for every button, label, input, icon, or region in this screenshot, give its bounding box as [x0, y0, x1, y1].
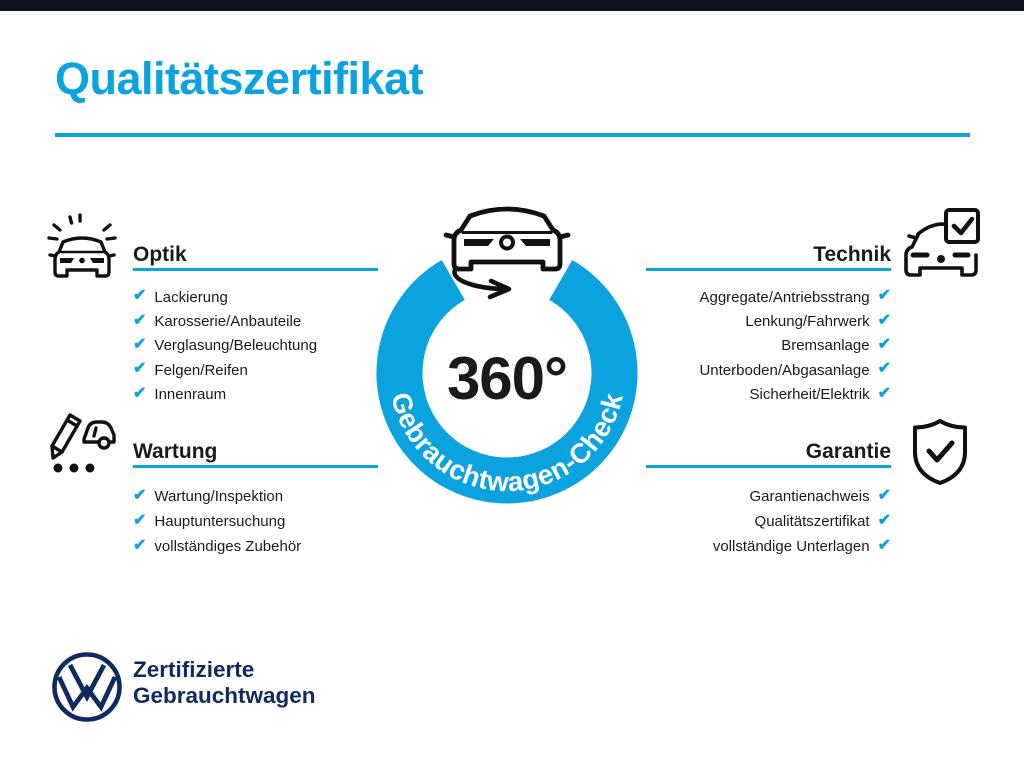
- check-icon: ✔: [133, 536, 147, 554]
- item-label: Felgen/Reifen: [154, 361, 248, 379]
- car-checkbox-icon: [904, 208, 980, 280]
- item-label: Karosserie/Anbauteile: [154, 313, 302, 331]
- check-icon: ✔: [133, 486, 147, 504]
- check-icon: ✔: [133, 360, 147, 378]
- item-label: Sicherheit/Elektrik: [749, 386, 870, 404]
- check-icon: ✔: [877, 287, 891, 305]
- item-label: Unterboden/Abgasanlage: [699, 361, 870, 379]
- item-label: Wartung/Inspektion: [154, 488, 284, 505]
- vw-logo: [50, 650, 124, 724]
- list-item: [713, 509, 891, 534]
- item-label: Qualitätszertifikat: [754, 513, 870, 530]
- item-label: Lackierung: [154, 288, 228, 306]
- section-title-optik: Optik: [133, 243, 187, 266]
- item-label: Garantienachweis: [749, 488, 870, 505]
- footer-line-2: Gebrauchtwagen: [133, 683, 316, 708]
- list-item: [699, 358, 891, 382]
- list-item: [133, 534, 301, 559]
- check-icon: ✔: [133, 511, 147, 529]
- item-label: Lenkung/Fahrwerk: [745, 313, 870, 331]
- list-item: [133, 383, 317, 407]
- section-rule-technik: [646, 268, 891, 271]
- list-item: [713, 534, 891, 559]
- title-divider: [55, 133, 970, 137]
- list-item: [133, 509, 301, 534]
- list-item: [699, 285, 891, 309]
- check-icon: ✔: [133, 384, 147, 402]
- list-item: [133, 334, 317, 358]
- sparkling-car-icon: [47, 212, 117, 278]
- check-icon: ✔: [133, 311, 147, 329]
- section-rule-optik: [133, 268, 378, 271]
- section-title-technik: Technik: [813, 243, 891, 266]
- check-icon: ✔: [877, 486, 891, 504]
- badge-degrees: 360°: [446, 345, 568, 412]
- check-icon: ✔: [877, 311, 891, 329]
- section-title-garantie: Garantie: [805, 440, 891, 463]
- top-border-bar: [0, 0, 1024, 11]
- technik-item-list: [699, 285, 891, 407]
- list-item: [133, 484, 301, 509]
- check-icon: ✔: [877, 511, 891, 529]
- footer-brand-text: [133, 657, 316, 709]
- list-item: [133, 309, 317, 333]
- check-icon: ✔: [877, 384, 891, 402]
- shield-check-icon: [910, 418, 970, 486]
- service-checklist-car-icon: [44, 412, 118, 476]
- check-icon: ✔: [133, 335, 147, 353]
- item-label: vollständige Unterlagen: [712, 538, 870, 555]
- badge-ring-label: Gebrauchtwagen-Check: [384, 388, 629, 498]
- garantie-item-list: [713, 484, 891, 559]
- check-icon: ✔: [133, 287, 147, 305]
- section-rule-garantie: [646, 465, 891, 468]
- item-label: Hauptuntersuchung: [154, 513, 286, 530]
- car-rotate-360-icon: [446, 209, 568, 269]
- list-item: [133, 358, 317, 382]
- check-icon: ✔: [877, 536, 891, 554]
- page-title: Qualitätszertifikat: [55, 53, 424, 104]
- item-label: Bremsanlage: [781, 337, 870, 355]
- section-rule-wartung: [133, 465, 378, 468]
- check-icon: ✔: [877, 335, 891, 353]
- list-item: [699, 309, 891, 333]
- 360-check-badge: [357, 186, 657, 512]
- item-label: Innenraum: [154, 386, 227, 404]
- list-item: [133, 285, 317, 309]
- optik-item-list: [133, 285, 317, 407]
- footer-line-1: Zertifizierte: [133, 657, 255, 682]
- section-title-wartung: Wartung: [133, 440, 218, 463]
- check-icon: ✔: [877, 360, 891, 378]
- list-item: [713, 484, 891, 509]
- item-label: vollständiges Zubehör: [154, 538, 302, 555]
- item-label: Verglasung/Beleuchtung: [154, 337, 318, 355]
- wartung-item-list: [133, 484, 301, 559]
- list-item: [699, 383, 891, 407]
- item-label: Aggregate/Antriebsstrang: [699, 288, 870, 306]
- list-item: [699, 334, 891, 358]
